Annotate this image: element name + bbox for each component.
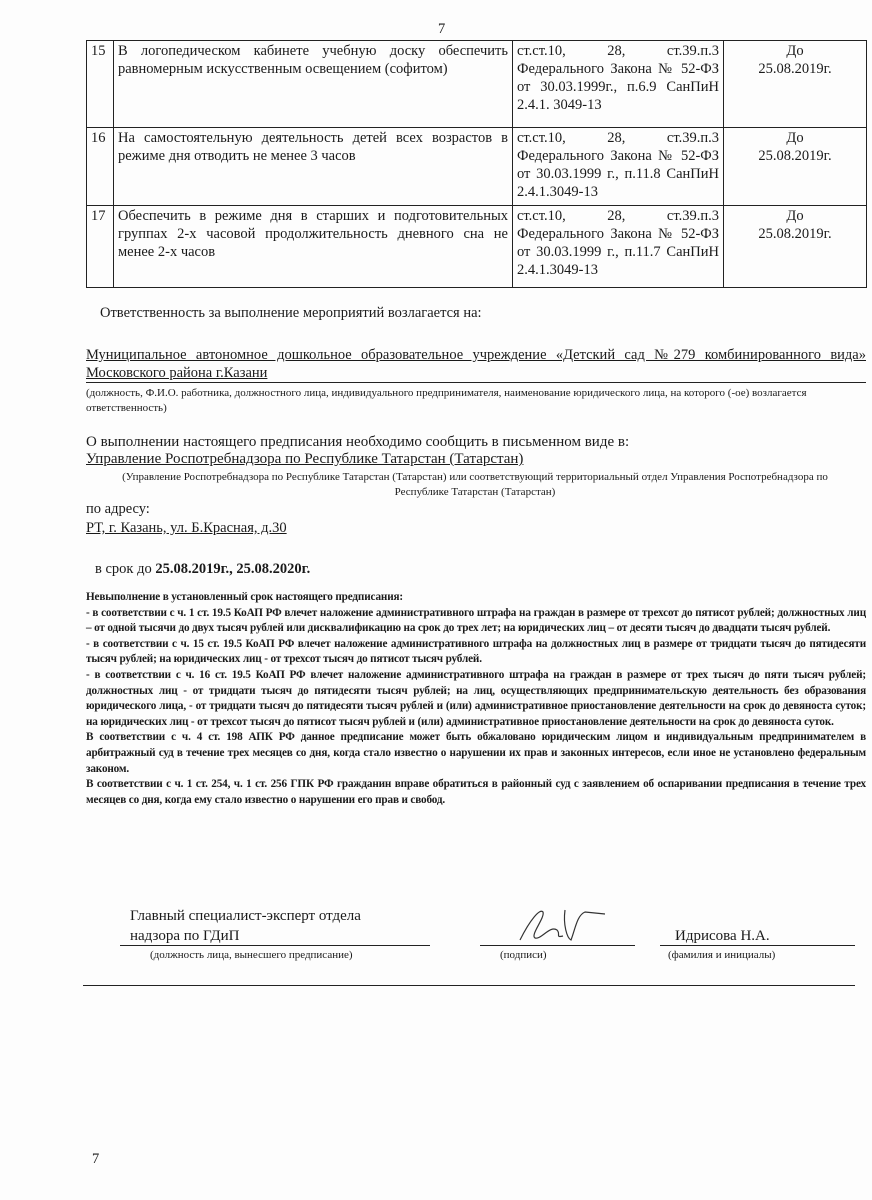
legal-paragraph: - в соответствии с ч. 16 ст. 19.5 КоАП РФ влечет наложение административного штрафа на граждан в размере от трех тысяч до пяти тысяч рублей; должностных лиц - от тридцати тысяч до пятидесяти тысяч рублей; на лиц, осуществляющих предпринимательскую деятельность без образования юридического лица, - от тридцати тысяч до пятидесяти тысяч рублей и (или) административное приостановление деятельности на срок до девяноста суток; на юридических лиц - от трехсот тысяч до пятисот тысяч рублей и (или) административное приостановление деятельности на срок до девяноста суток. <box>86 668 866 728</box>
responsibility-label: Ответственность за выполнение мероприятий возлагается на: <box>100 305 482 321</box>
position-line <box>120 945 430 946</box>
table-row <box>87 41 867 128</box>
row-number: 15 <box>87 41 114 128</box>
table-row <box>87 206 867 288</box>
row-number: 17 <box>87 206 114 288</box>
signature-caption: (подписи) <box>500 949 547 961</box>
name-caption: (фамилия и инициалы) <box>668 949 776 961</box>
signer-position-line2: надзора по ГДиП <box>130 928 240 944</box>
legal-paragraph: - в соответствии с ч. 15 ст. 19.5 КоАП РФ влечет наложение административного штрафа на должностных лиц в размере от тридцати тысяч до пятидесяти тысяч рублей; на юридических лиц - от трехсот тысяч до пятисот тысяч рублей. <box>86 637 866 666</box>
signer-position-line1: Главный специалист-эксперт отдела <box>130 908 361 924</box>
deadline-date: 25.08.2019г. <box>758 226 832 242</box>
report-caption: (Управление Роспотребнадзора по Республике Татарстан (Татарстан) или соответствующий территориальный отдел Управления Роспотребнадзора по Республике Татарстан (Татарстан) <box>122 471 828 498</box>
deadline-prefix: До <box>786 130 804 146</box>
requirements-table <box>86 40 867 288</box>
deadline-date: 25.08.2019г. <box>758 148 832 164</box>
deadline <box>95 560 310 578</box>
page-number-bottom: 7 <box>92 1151 100 1167</box>
legal-notice <box>86 590 866 808</box>
responsibility-caption: (должность, Ф.И.О. работника, должностного лица, индивидуального предпринимателя, наименование юридического лица, на которого (-ое) возлагается ответственность) <box>86 387 807 414</box>
bottom-divider <box>83 985 855 986</box>
row-deadline <box>724 206 867 288</box>
deadline-label: в срок до <box>95 561 152 577</box>
row-requirement: Обеспечить в режиме дня в старших и подготовительных группах 2-х часовой продолжительность дневного сна не менее 2-х часов <box>114 206 513 288</box>
deadline-value: 25.08.2019г., 25.08.2020г. <box>155 561 311 577</box>
address-label: по адресу: <box>86 501 150 517</box>
legal-paragraph: В соответствии с ч. 1 ст. 254, ч. 1 ст. 256 ГПК РФ гражданин вправе обратиться в районный суд с заявлением об оспаривании предписания в течение трех месяцев со дня, когда ему стало известно о нарушении его прав и свобод. <box>86 778 866 806</box>
row-number: 16 <box>87 128 114 206</box>
signer-name: Идрисова Н.А. <box>675 928 770 944</box>
table-row <box>87 128 867 206</box>
responsible-organization: Муниципальное автономное дошкольное образовательное учреждение «Детский сад №279 комбинированного вида» Московского района г.Казани <box>86 347 866 381</box>
deadline-prefix: До <box>786 208 804 224</box>
name-line <box>660 945 855 946</box>
address-value: РТ, г. Казань, ул. Б.Красная, д.30 <box>86 520 287 536</box>
position-caption: (должность лица, вынесшего предписание) <box>150 949 353 961</box>
report-label: О выполнении настоящего предписания необходимо сообщить в письменном виде в: <box>86 434 630 450</box>
row-requirement: В логопедическом кабинете учебную доску обеспечить равномерным искусственным освещением (софитом) <box>114 41 513 128</box>
legal-paragraph: Невыполнение в установленный срок настоящего предписания: <box>86 591 403 603</box>
legal-paragraph: В соответствии с ч. 4 ст. 198 АПК РФ данное предписание может быть обжаловано юридическим лицом и индивидуальным предпринимателем в арбитражный суд в течение трех месяцев со дня, когда стало известно о нарушении их прав и законных интересов, если иное не установлено федеральным законом. <box>86 731 866 775</box>
deadline-date: 25.08.2019г. <box>758 61 832 77</box>
legal-paragraph: - в соответствии с ч. 1 ст. 19.5 КоАП РФ влечет наложение административного штрафа на граждан в размере от трехсот до пятисот рублей; должностных лиц – от одной тысячи до двух тысяч рублей или дисквалификацию на срок до трех лет; на юридических лиц – от десяти тысяч до двадцати тысяч рублей. <box>86 606 866 635</box>
row-legal-basis: ст.ст.10, 28, ст.39.п.3 Федерального Закона № 52-ФЗ от 30.03.1999 г., п.11.7 СанПиН 2.4.1.3049-13 <box>513 206 724 288</box>
page-number-top: 7 <box>438 21 446 37</box>
row-legal-basis: ст.ст.10, 28, ст.39.п.3 Федерального Закона № 52-ФЗ от 30.03.1999г., п.6.9 СанПиН 2.4.1. 3049-13 <box>513 41 724 128</box>
row-deadline <box>724 128 867 206</box>
row-legal-basis: ст.ст.10, 28, ст.39.п.3 Федерального Закона № 52-ФЗ от 30.03.1999 г., п.11.8 СанПиН 2.4.1.3049-13 <box>513 128 724 206</box>
signature-line <box>480 945 635 946</box>
row-deadline <box>724 41 867 128</box>
report-authority: Управление Роспотребнадзора по Республике Татарстан (Татарстан) <box>86 451 524 467</box>
handwritten-signature <box>505 900 615 945</box>
deadline-prefix: До <box>786 43 804 59</box>
row-requirement: На самостоятельную деятельность детей всех возрастов в режиме дня отводить не менее 3 часов <box>114 128 513 206</box>
